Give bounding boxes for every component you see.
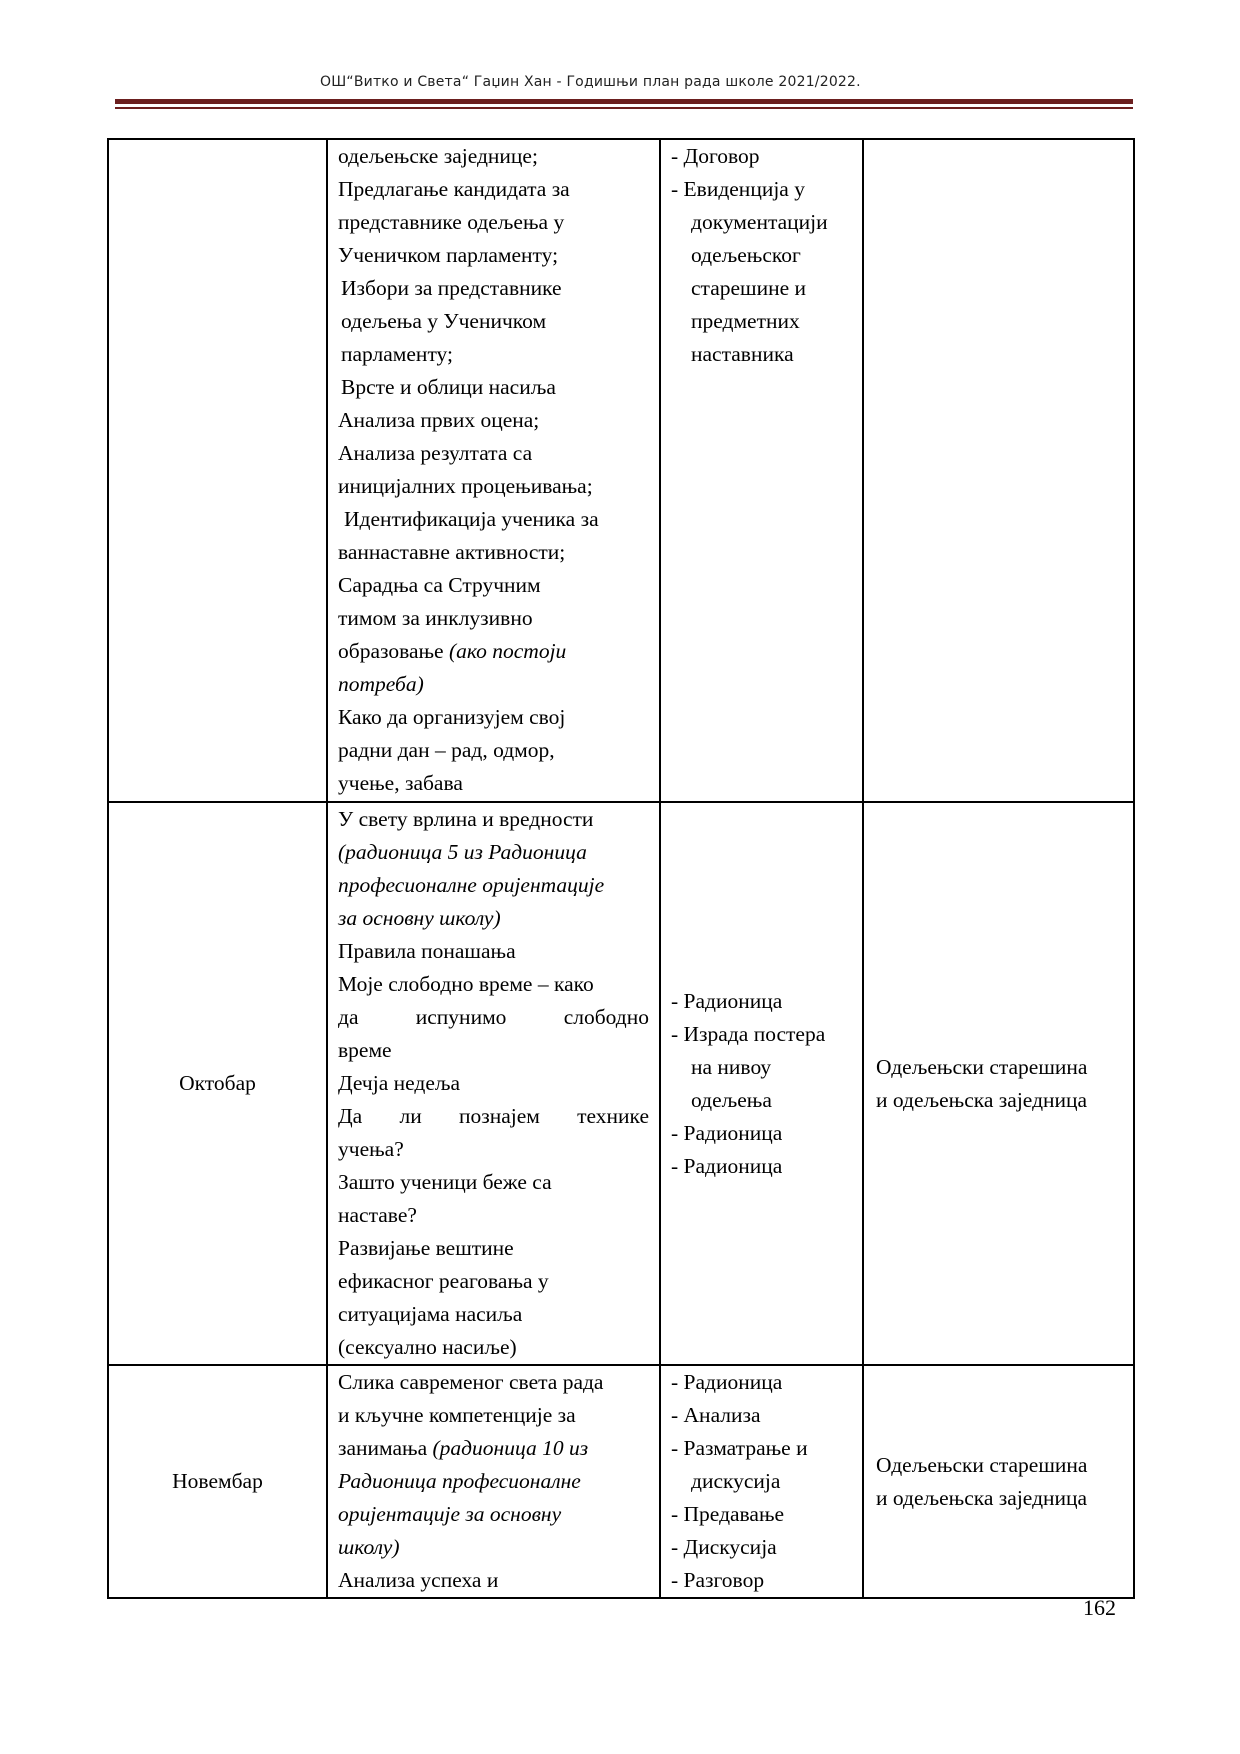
topic-line: тимом за инклузивно xyxy=(338,606,533,630)
method-item: - Радионица xyxy=(671,1370,783,1394)
topic-line: Да ли познајем технике xyxy=(338,1104,649,1128)
method-item: документацији xyxy=(691,210,828,234)
method-item: на нивоу xyxy=(691,1054,772,1079)
topic-line: (сексуално насиље) xyxy=(338,1335,517,1359)
topic-line: Идентификација ученика за xyxy=(344,507,599,531)
topic-line: професионалне оријентације xyxy=(338,873,605,897)
topic-line: школу) xyxy=(338,1535,400,1559)
header-rule-thin xyxy=(115,107,1133,109)
document-header: ОШ“Витко и Света“ Гаџин Хан - Годишњи план рада школе 2021/2022. xyxy=(320,74,861,90)
topic-line: да испунимо слободно xyxy=(338,1005,649,1029)
responsible-cell xyxy=(863,139,1134,802)
topic-text: образовање xyxy=(338,639,444,663)
topic-line: Врсте и облици насиља xyxy=(341,375,556,399)
topic-line: Ученичком парламенту; xyxy=(338,243,559,267)
method-item: старешине и xyxy=(691,276,807,300)
month-cell: Новембар xyxy=(108,1365,327,1598)
method-item: - Радионица xyxy=(671,1153,783,1178)
topics-cell xyxy=(327,802,660,1365)
responsible-cell xyxy=(863,1365,1134,1598)
method-item: - Радионица xyxy=(671,988,783,1013)
topic-line: одељења у Ученичком xyxy=(341,309,547,333)
method-item: одељењског xyxy=(691,243,801,267)
topic-line: иницијалних процењивања; xyxy=(338,474,593,498)
topic-text: занимања xyxy=(338,1436,428,1460)
topic-line: представнике одељења у xyxy=(338,210,565,234)
topic-line: парламенту; xyxy=(341,342,453,366)
method-item: одељења xyxy=(691,1087,772,1112)
topic-line: Избори за представнике xyxy=(341,276,562,300)
method-item: - Договор xyxy=(671,144,760,168)
method-item: - Разговор xyxy=(671,1568,765,1592)
responsible-line: и одељењска заједница xyxy=(876,1485,1088,1510)
topic-line: Моје слободно време – како xyxy=(338,972,594,996)
topic-note: (ако постоји xyxy=(448,639,567,663)
responsible-line: и одељењска заједница xyxy=(876,1087,1088,1112)
table-row xyxy=(108,1365,1134,1598)
topics-cell xyxy=(327,139,660,802)
method-item: - Разматрање и xyxy=(671,1436,808,1460)
plan-table xyxy=(107,138,1135,1599)
responsible-line: Одељењски старешина xyxy=(876,1452,1088,1477)
topic-line: учење, забава xyxy=(338,771,463,795)
topic-line: Развијање вештине xyxy=(338,1236,514,1260)
method-item: - Евиденција у xyxy=(671,177,805,201)
method-item: - Израда постера xyxy=(671,1021,826,1046)
topic-line: ефикасног реаговања у xyxy=(338,1269,549,1293)
table-row xyxy=(108,802,1134,1365)
topic-line: оријентације за основну xyxy=(338,1502,562,1526)
topic-line: ваннаставне активности; xyxy=(338,540,566,564)
topic-line: (радионица 5 из Радионица xyxy=(338,840,587,864)
method-item: - Дискусија xyxy=(671,1535,777,1559)
topic-line: Дечја недеља xyxy=(338,1071,461,1095)
topic-line: учења? xyxy=(338,1137,404,1161)
month-cell: Октобар xyxy=(108,802,327,1365)
topic-note: (радионица 10 из xyxy=(432,1436,589,1460)
topic-line: Предлагање кандидата за xyxy=(338,177,570,201)
methods-cell xyxy=(660,802,863,1365)
responsible-line: Одељењски старешина xyxy=(876,1054,1088,1079)
methods-cell xyxy=(660,1365,863,1598)
topic-line: Правила понашања xyxy=(338,939,516,963)
topic-line: и кључне компетенције за xyxy=(338,1403,576,1427)
method-item: - Радионица xyxy=(671,1120,783,1145)
topic-line: Радионица професионалне xyxy=(338,1469,581,1493)
topic-line: радни дан – рад, одмор, xyxy=(338,738,555,762)
topic-line: Зашто ученици беже са xyxy=(338,1170,552,1194)
topic-line: Слика савременог света рада xyxy=(338,1370,604,1394)
methods-cell xyxy=(660,139,863,802)
topics-cell xyxy=(327,1365,660,1598)
topic-line: Анализа резултата са xyxy=(338,441,533,465)
topic-line: за основну школу) xyxy=(338,906,501,930)
topic-line: наставе? xyxy=(338,1203,417,1227)
topic-line: потреба) xyxy=(338,672,424,696)
method-item: - Предавање xyxy=(671,1502,785,1526)
topic-line: Анализа првих оцена; xyxy=(338,408,540,432)
topic-line: Анализа успеха и xyxy=(338,1568,499,1592)
topic-line: У свету врлина и вредности xyxy=(338,807,594,831)
month-cell xyxy=(108,139,327,802)
topic-line xyxy=(338,635,649,668)
responsible-cell xyxy=(863,802,1134,1365)
topic-line: Сарадња са Стручним xyxy=(338,573,541,597)
header-rule-thick xyxy=(115,99,1133,104)
topic-line: Како да организујем свој xyxy=(338,705,566,729)
page-number: 162 xyxy=(1083,1595,1116,1620)
method-item: наставника xyxy=(691,342,794,366)
table-row xyxy=(108,139,1134,802)
topic-line: ситуацијама насиља xyxy=(338,1302,523,1326)
topic-line: одељењске заједнице; xyxy=(338,144,538,168)
topic-line xyxy=(338,1432,649,1465)
topic-line: време xyxy=(338,1038,392,1062)
method-item: предметних xyxy=(691,309,800,333)
method-item: дискусија xyxy=(691,1469,781,1493)
method-item: - Анализа xyxy=(671,1403,761,1427)
